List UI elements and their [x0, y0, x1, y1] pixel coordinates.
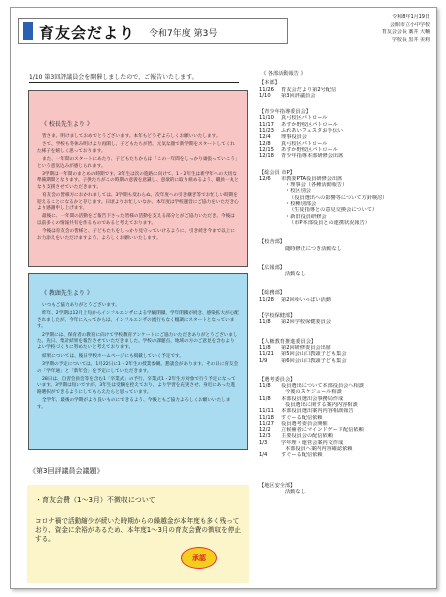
activity-date: 11/8 — [259, 344, 271, 351]
activity-date: 11/11 — [259, 408, 274, 415]
activity-group — [259, 170, 434, 227]
activity-text: あすか野校区パトロール — [281, 146, 338, 153]
activity-date: 11/17 — [259, 121, 274, 128]
pta-president: 育友会会長 藁井 大輔 — [381, 29, 430, 35]
vice-principal-heading: 《 教頭先生より 》 — [41, 290, 93, 297]
activity-text: 活動なし — [285, 271, 306, 278]
activity-text: 主要役員会の配信依頼 — [281, 433, 333, 440]
activity-text: ・新旧役員研修会 — [285, 213, 327, 220]
activity-text: 立候補者にマインドゲード配信依頼 — [281, 427, 364, 434]
activity-group-name: 【広報部】 — [259, 264, 285, 271]
activity-text: すぐーる配信依頼 — [281, 414, 323, 421]
agenda-proposal-box — [27, 485, 249, 583]
intro-line: 1/10 第3回評議員会を開催しましたので、ご報告いたします。 — [29, 72, 239, 83]
newsletter-title: 育友会だより — [39, 24, 136, 42]
activity-group — [259, 483, 434, 496]
activity-text: ・理事会（各種活動報告） — [285, 182, 348, 189]
activity-text: 第2回学校保健委員会 — [281, 319, 331, 326]
activity-date: 12/8 — [259, 140, 271, 147]
activity-date: 11/28 — [259, 296, 274, 303]
activity-row — [259, 93, 434, 99]
activity-date: 11/21 — [259, 351, 274, 358]
activity-text: 第5回会山口教頭子ども集会 — [281, 351, 347, 358]
activity-text: ふれあいフェスタお手伝い — [281, 128, 343, 135]
activity-text: 本部役員選出会事務局作成 — [281, 395, 344, 402]
activity-date: 12/18 — [259, 153, 274, 160]
activity-date: 1/10 — [259, 92, 271, 99]
activity-text: 第6回会山口教頭子ども集会 — [281, 357, 347, 364]
activity-date — [259, 220, 281, 226]
activity-group — [259, 313, 434, 326]
principal-message-box — [28, 90, 248, 267]
activity-row — [259, 489, 434, 495]
activity-date: 1/9 — [259, 357, 268, 364]
activity-date: 11/26 — [259, 86, 274, 93]
activity-date: 12/4 — [259, 134, 271, 141]
principal-paragraph: さて、学校も冬休み明けより再開し、子どもたちが皆、元気な顔で新学期をスタートしてくれた様子を嬉しく思っております。 — [37, 142, 235, 154]
activity-text: 第3回評議員会 — [281, 92, 316, 99]
proposal-body: コロナ禍で活動縮少が続いた時期からの繰越金が本年度も多く残っており、資金に余裕があるため、本年度1～3月の育友会費の徴収を停止する。 — [35, 517, 241, 543]
principal-paragraph: 今後は育友会の皆様と、子どもたちをしっかり見守っていけるように、引き続き今まで以上にお力添えをいただけますよう、よろしくお願いいたします。 — [37, 229, 235, 241]
principal-paragraph: 最後に、一年間の活動をご報告下さった皆様の活動を支える部分とがご協力いただき、今後は以前多くの情報共有を作るものであると考えております。 — [37, 214, 235, 226]
activity-text: 真弓校区パトロール — [281, 140, 328, 147]
activity-date — [259, 246, 281, 252]
vice-principal-paragraph: 28日は、自習会員会等を含む1「卒業式」の予行、卒業式1・2年生方対象で行う予定になっています。3学期は短いですが、3年生は受験を控えており、より学習を充実させ、身近にあった進路選択ができるようにしてもらえたらと思っています。 — [37, 377, 236, 395]
vice-principal-paragraph: 昨年、2学期は12月上旬からインフルエンザによる学級閉鎖、学年閉鎖が続き、感染拡大が心配されましたが、今年に入ってからは、インフルエンザの流行もなく順調にスタートとなっています。 — [37, 311, 239, 330]
activity-text: 本部役員選出案内内容相談報告 — [281, 408, 354, 415]
activity-date: 11/10 — [259, 115, 274, 122]
principal-name: 学校長 黒井 美莉 — [391, 36, 430, 43]
activity-row — [259, 271, 434, 277]
activity-text: （市P本部役員との連携状況報告） — [289, 219, 370, 226]
activity-report-title: 《 各部活動報告 》 — [261, 71, 306, 77]
activity-date: 11/18 — [259, 414, 274, 421]
activity-text: ・校区別会 — [285, 188, 311, 195]
activity-text: 真弓校区パトロール — [281, 115, 328, 122]
vice-principal-paragraph: 3学期の予定については、1月22日に1・2年生の授業参観、懇談会があります。その日に育友会の「学年通」と「新年会」を予定にしていただきます。 — [37, 362, 239, 374]
activity-text: （生徒指導との意見交換会について） — [289, 207, 378, 214]
newsletter-page — [10, 7, 437, 589]
activity-row — [259, 153, 434, 159]
activity-text: 役員選出について本部役員会へ相談 — [281, 383, 364, 390]
agenda-section-title: 《第3回評議員会議題》 — [29, 467, 104, 475]
activity-date: 11/8 — [259, 319, 271, 326]
activity-date — [259, 271, 281, 277]
activity-date: 1/4 — [259, 452, 268, 459]
vice-principal-paragraph: 結果については、後日学校ホームページにも掲載していく予定です。 — [42, 353, 184, 359]
activity-text: あすか野校区パトロール — [281, 121, 338, 128]
activity-text: 随時修正につき活動なし — [285, 245, 342, 252]
activity-date: 11/27 — [259, 420, 274, 427]
activity-row — [259, 220, 434, 226]
activity-text: 第2回ゆいっぱい活動 — [281, 296, 331, 303]
activity-group — [259, 109, 434, 159]
activity-group-name: 【青少年指導委員会】 — [259, 109, 311, 116]
activity-group-name: 【選考委員会】 — [259, 376, 296, 383]
activity-report-column — [259, 71, 434, 495]
activity-group — [259, 377, 434, 459]
title-accent-bar — [23, 22, 33, 40]
activity-group-name: 【総務部】 — [259, 290, 285, 297]
activity-text: 市教委PTA役員研修会出席 — [281, 175, 343, 182]
activity-group — [259, 80, 434, 99]
activity-date: 11/8 — [259, 383, 271, 390]
school-name: 会館市立小中学校 — [389, 21, 430, 28]
proposal-heading: ・育友会費（1～3月）不徴収について — [35, 496, 156, 504]
activity-date: 12/15 — [259, 146, 274, 153]
activity-date: 1/3 — [259, 439, 268, 446]
activity-row — [259, 358, 434, 364]
activity-group-name: 【学校保健部】 — [259, 313, 296, 320]
activity-date: 12/2 — [259, 427, 271, 434]
activity-date: 12/3 — [259, 433, 271, 440]
activity-text: 育友会だより第2号配信 — [281, 86, 337, 93]
activity-group — [259, 290, 434, 303]
activity-group-name: 【人権教育推進委員会】 — [259, 338, 317, 345]
activity-group-name: 【総会員 市P】 — [259, 169, 295, 176]
publisher-info — [320, 14, 430, 44]
activity-date: 11/23 — [259, 128, 274, 135]
activity-date — [259, 489, 281, 495]
activity-date: 11/8 — [259, 395, 271, 402]
activity-row — [259, 297, 434, 303]
activity-group — [259, 265, 434, 278]
principal-paragraph: また、一年間のスタートにあたり、子どもたちからは「この一年間をしっかり頑張っていこう」という意気込みが感じられます。 — [37, 157, 238, 169]
vice-principal-paragraph: いつもご協力ありがとうございます。 — [42, 303, 120, 308]
activity-group — [259, 339, 434, 364]
vice-principal-message-box — [28, 273, 248, 450]
activity-row — [259, 452, 434, 458]
masthead — [18, 18, 288, 44]
activity-text: ・校種別部会 — [285, 201, 317, 208]
activity-text: 役員選考委員会開催 — [281, 420, 328, 427]
activity-text: 活動なし — [285, 488, 306, 495]
activity-text: 第2回研修委員会出席 — [281, 344, 331, 351]
principal-paragraph: 皆さま、明けましておめでとうございます。本年もどうぞよろしくお願いいたします。 — [42, 134, 221, 139]
issue-number: 令和7年度 第3号 — [149, 29, 218, 39]
principal-heading: 《 校長先生より 》 — [41, 121, 93, 128]
activity-row — [259, 246, 434, 252]
publish-date: 令和8年1月19日 — [392, 14, 430, 20]
vice-principal-paragraph: 2学期には、保育者の教育に向けて学校教育アンケートにご協力いただきありがとうございました。先日、集計結果を報告させていただきました。学校の課題点、地域の方のご意見を含むよりよい学校づくりに努めたいと考えております。 — [37, 332, 238, 351]
activity-text: すぐーる配信依頼 — [281, 452, 323, 459]
principal-paragraph: 育友会の皆様方におかれましては、3学期も変わらぬ、次年度への引き継ぎ等でお忙しい時期を迎えることになるかと存じます。日頃よりお忙しいなか、本年度は学校運営にご協力をいただき心より感謝申し上げます。 — [37, 193, 239, 212]
activity-date: 12/6 — [259, 175, 271, 182]
approved-stamp: 承認 — [181, 547, 217, 569]
activity-group-name: 【校舎部】 — [259, 239, 285, 246]
activity-group-name: 【本部】 — [259, 80, 280, 87]
activity-text: （役員選出への影響等について方針検討） — [289, 194, 388, 201]
activity-group — [259, 239, 434, 252]
principal-paragraph: 3学期は一年間のまとめの時期です。3年生は次の進路に向けて、1・2年生は新学年への大切な準備期間となります。子供たちがこの時期の意義を意識し、意欲的に取り組めるよう、職員一丸となり支援させていただきます。 — [37, 172, 239, 190]
activity-text: 青少年指導本部研修会出席 — [281, 153, 344, 160]
activity-row — [259, 319, 434, 325]
activity-text: 今後のスケジュール相談 — [285, 389, 342, 396]
activity-group-name: 【地区安全部】 — [259, 482, 296, 489]
vice-principal-paragraph: 全学年、最後の学期がより良いものにできるよう、今後ともご協力よろしくお願いいたします。 — [37, 398, 231, 410]
activity-text: 役員選出に関する案内内容相談 — [285, 401, 358, 408]
activity-text: 学年理・運営会案内文作成 — [281, 439, 344, 446]
activity-text: 理事役員会 — [281, 134, 307, 141]
activity-text: 本部役員へ案内内容確認依頼 — [285, 446, 353, 453]
